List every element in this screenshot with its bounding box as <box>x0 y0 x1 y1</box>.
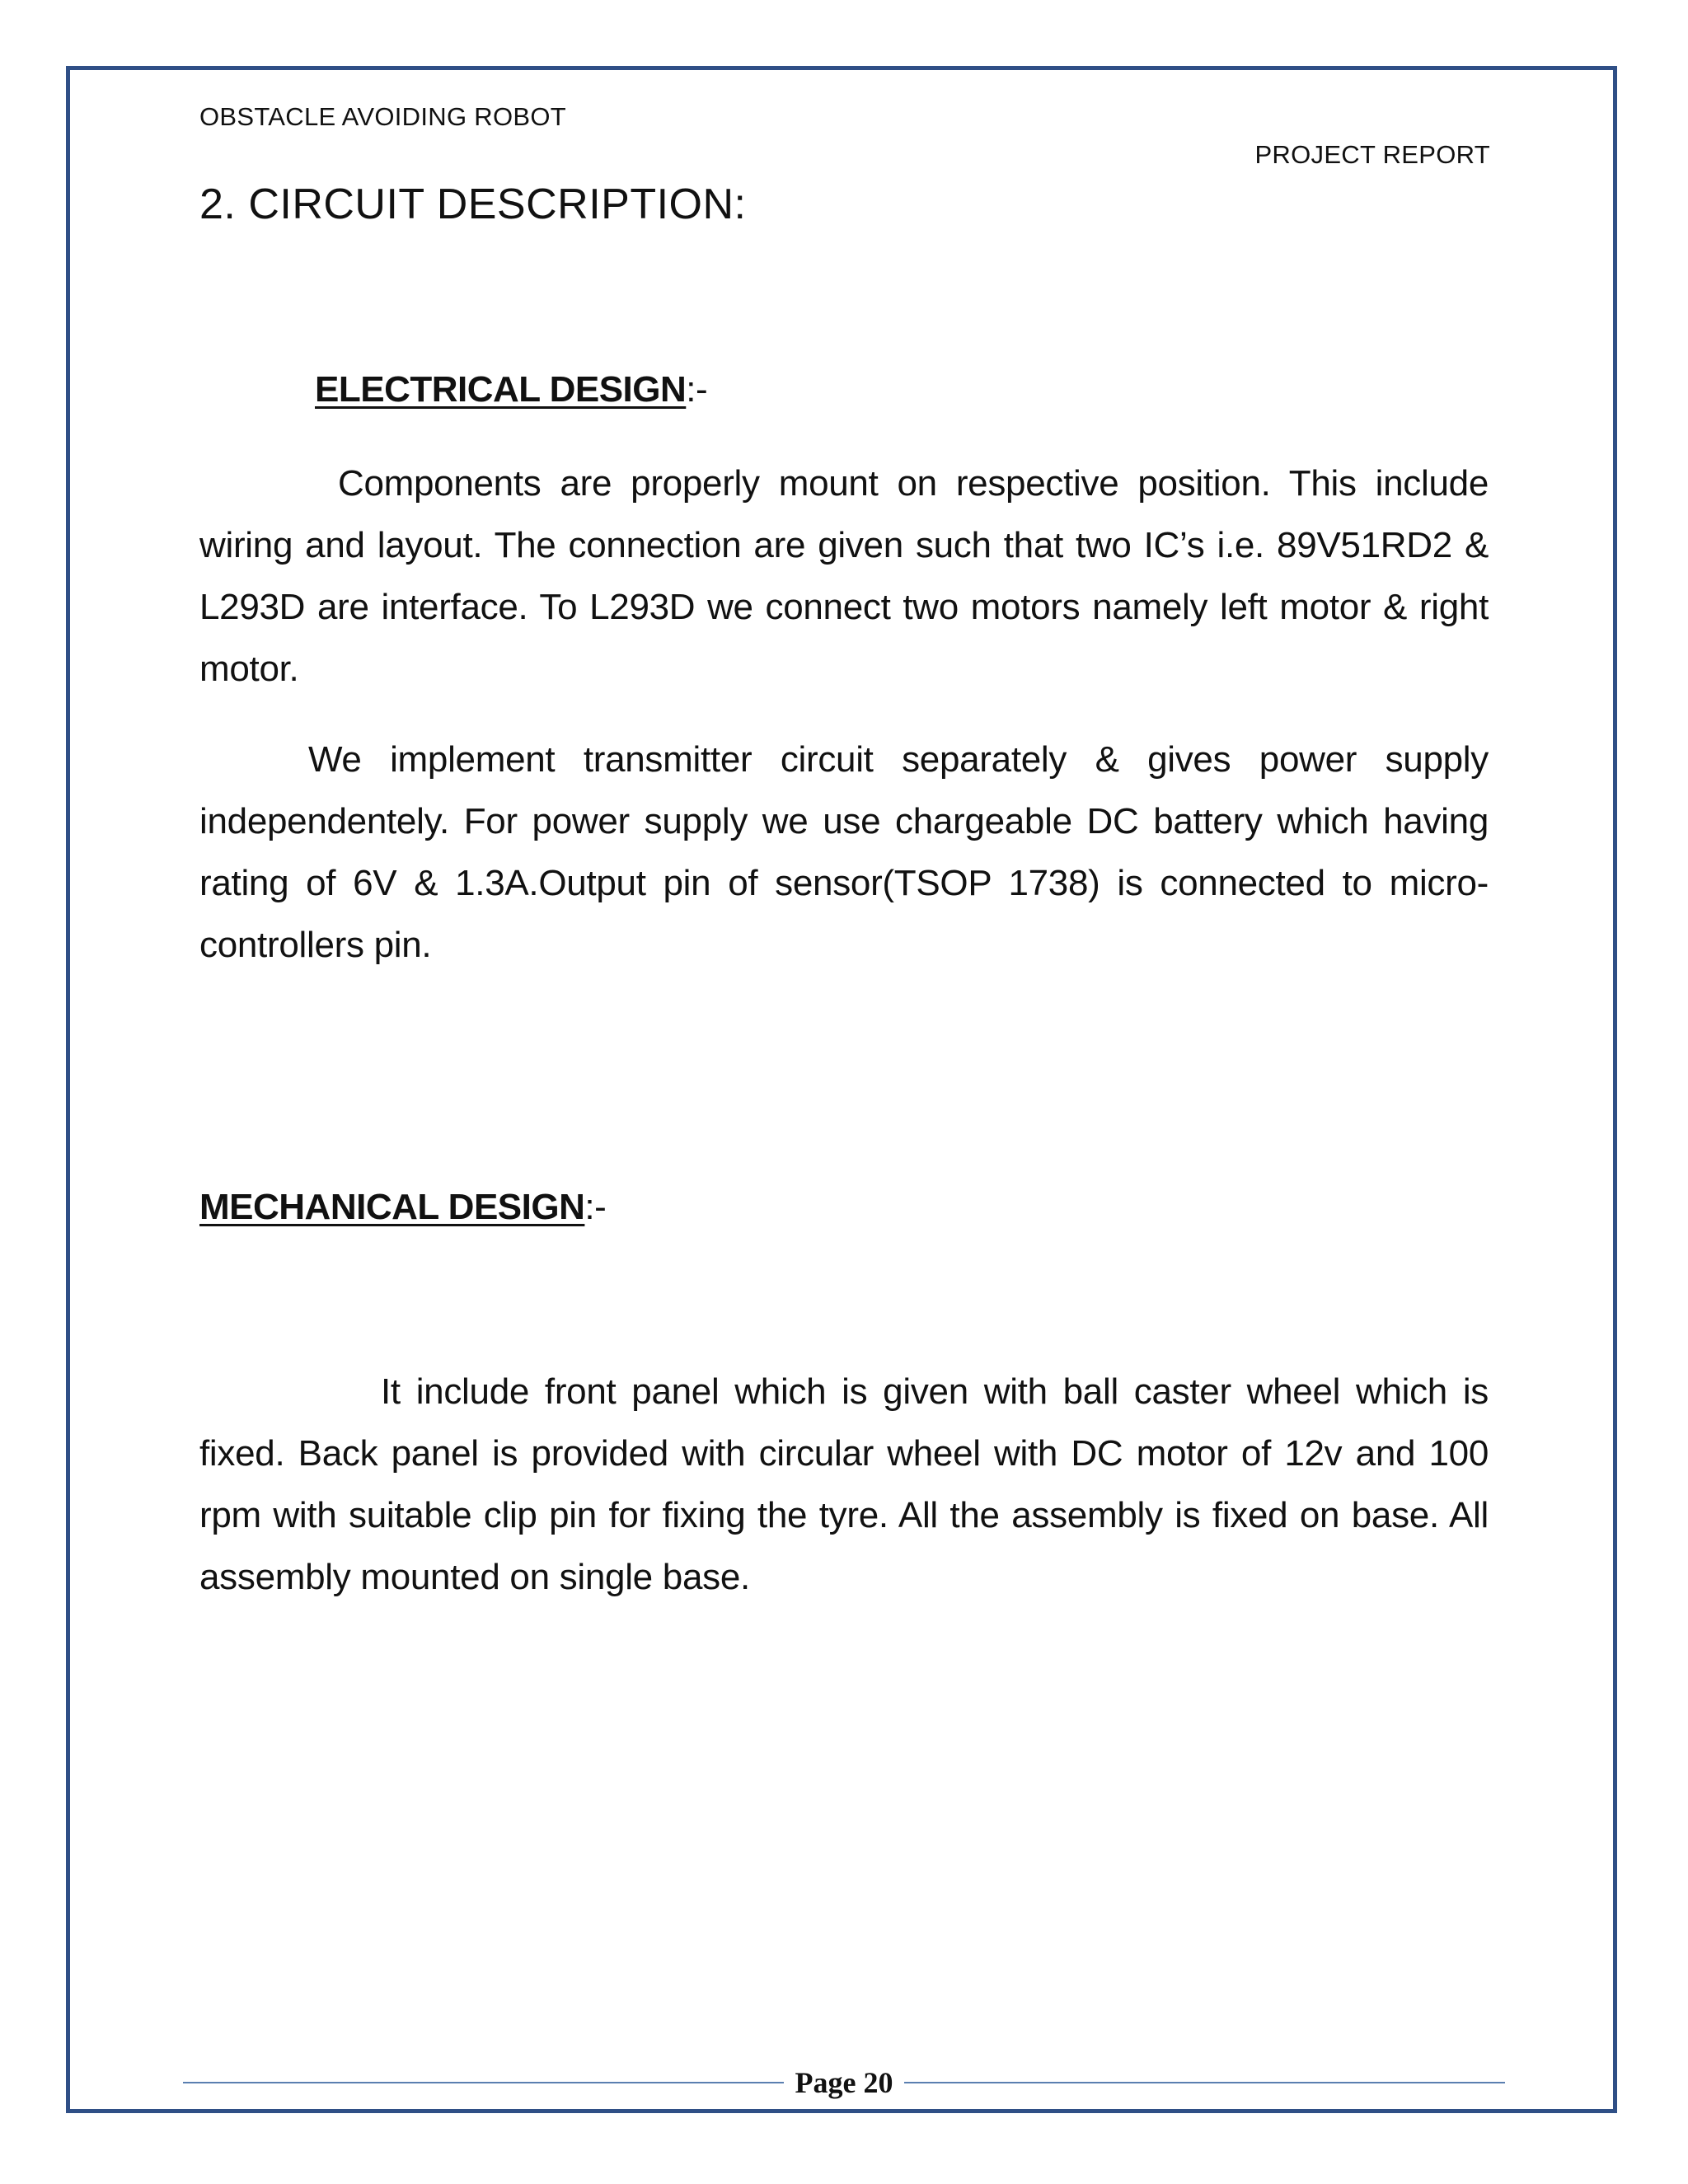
mechanical-paragraph-1: It include front panel which is given with ball caster wheel which is fixed. Back panel is provided with circular wheel with DC motor of 12v and 100 rpm with suitable clip pin for fixing the tyre. All the assembly is fixed on base. All assembly mounted on single base. <box>199 1371 1489 1597</box>
mechanical-design-heading <box>199 1187 606 1228</box>
running-header-title: OBSTACLE AVOIDING ROBOT <box>199 102 567 131</box>
page-border <box>66 66 1617 2113</box>
page-number: Page 20 <box>795 2066 893 2099</box>
section-title: 2. CIRCUIT DESCRIPTION: <box>199 180 747 228</box>
electrical-paragraph-1: Components are properly mount on respective position. This include wiring and layout. The connection are given such that two IC’s i.e. 89V51RD2 & L293D are interface. To L293D we connect two motors namely left motor & right motor. <box>199 463 1489 689</box>
electrical-paragraph-2: We implement transmitter circuit separately & gives power supply independentely. For power supply we use chargeable DC battery which having rating of 6V & 1.3A.Output pin of sensor(TSOP 1738) is connected to micro-controllers pin. <box>199 739 1489 965</box>
electrical-design-heading-suffix: :- <box>686 369 708 410</box>
electrical-design-heading <box>315 369 707 410</box>
electrical-design-heading-text: ELECTRICAL DESIGN <box>315 369 687 410</box>
mechanical-design-heading-suffix: :- <box>584 1187 607 1227</box>
running-header-report: PROJECT REPORT <box>1254 140 1490 169</box>
footer-rule-right <box>904 2082 1505 2083</box>
mechanical-design-heading-text: MECHANICAL DESIGN <box>199 1187 585 1227</box>
page-footer <box>183 2062 1505 2103</box>
footer-rule-left <box>183 2082 784 2083</box>
